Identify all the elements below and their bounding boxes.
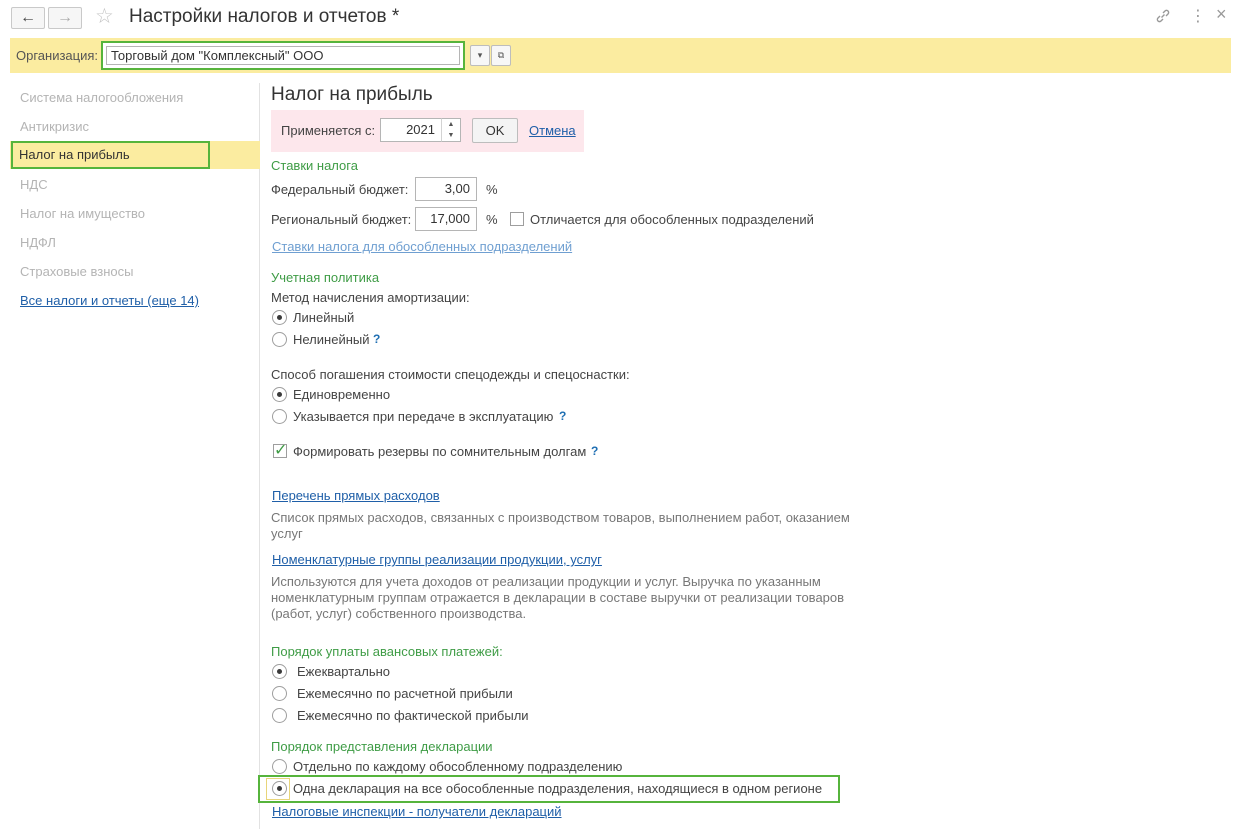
- reserves-checkbox[interactable]: [273, 444, 287, 458]
- sidebar-item-vat[interactable]: НДС: [20, 177, 48, 192]
- sidebar-item-insurance[interactable]: Страховые взносы: [20, 264, 134, 279]
- declaration-single-radio[interactable]: [272, 781, 287, 796]
- sidebar-item-all-taxes[interactable]: Все налоги и отчеты (еще 14): [20, 293, 199, 308]
- sidebar-item-profit-tax[interactable]: [10, 141, 260, 169]
- more-icon[interactable]: ⋮: [1190, 8, 1206, 25]
- organization-open-button[interactable]: [491, 45, 511, 66]
- regional-label: Региональный бюджет:: [271, 212, 412, 227]
- cancel-link[interactable]: Отмена: [529, 123, 576, 138]
- advance-quarterly-radio[interactable]: [272, 664, 287, 679]
- chevron-down-icon: ▾: [477, 50, 483, 60]
- declaration-separate-radio[interactable]: [272, 759, 287, 774]
- year-stepper[interactable]: [441, 118, 461, 142]
- window-title: Настройки налогов и отчетов *: [129, 6, 400, 27]
- open-window-icon: ⧉: [497, 50, 505, 60]
- reserves-label: Формировать резервы по сомнительным долгам: [293, 444, 587, 459]
- workwear-onetime-radio[interactable]: [272, 387, 287, 402]
- workwear-on-transfer-radio[interactable]: [272, 409, 287, 424]
- back-arrow-icon: ←: [20, 9, 36, 26]
- separate-rates-link[interactable]: Ставки налога для обособленных подразделений: [272, 239, 573, 254]
- applies-label: Применяется с:: [281, 123, 376, 138]
- advance-monthly-calc-label: Ежемесячно по расчетной прибыли: [297, 686, 513, 701]
- advance-heading: Порядок уплаты авансовых платежей:: [271, 644, 503, 659]
- help-icon[interactable]: ?: [373, 332, 381, 346]
- back-button[interactable]: [11, 7, 45, 29]
- organization-field-highlight: [101, 41, 465, 70]
- page-title: Налог на прибыль: [271, 84, 433, 105]
- tax-inspections-link[interactable]: Налоговые инспекции - получатели деклараций: [272, 804, 562, 819]
- sidebar-item-anticrisis[interactable]: Антикризис: [20, 119, 89, 134]
- help-icon[interactable]: ?: [591, 444, 599, 458]
- federal-rate-input[interactable]: 3,00: [415, 177, 477, 201]
- year-input[interactable]: 2021: [380, 118, 442, 142]
- percent-sign: %: [486, 212, 498, 227]
- advance-monthly-actual-radio[interactable]: [272, 708, 287, 723]
- direct-costs-description: Список прямых расходов, связанных с производством товаров, выполнением работ, оказанием услуг: [271, 510, 850, 541]
- organization-dropdown-button[interactable]: [470, 45, 490, 66]
- organization-label: Организация:: [16, 48, 99, 63]
- workwear-on-transfer-label: Указывается при передаче в эксплуатацию: [293, 409, 554, 424]
- workwear-label: Способ погашения стоимости спецодежды и спецоснастки:: [271, 367, 630, 382]
- declaration-single-label: Одна декларация на все обособленные подразделения, находящиеся в одном регионе: [293, 781, 823, 796]
- sidebar-item-ndfl[interactable]: НДФЛ: [20, 235, 56, 250]
- forward-arrow-icon: →: [57, 9, 73, 26]
- advance-monthly-calc-radio[interactable]: [272, 686, 287, 701]
- stepper-down-icon[interactable]: ▼: [447, 132, 455, 139]
- direct-costs-link[interactable]: Перечень прямых расходов: [272, 488, 440, 503]
- declaration-heading: Порядок представления декларации: [271, 739, 493, 754]
- federal-label: Федеральный бюджет:: [271, 182, 409, 197]
- favorite-star-icon[interactable]: ☆: [95, 5, 114, 28]
- separate-units-checkbox[interactable]: [510, 212, 524, 226]
- stepper-up-icon[interactable]: ▲: [447, 121, 455, 128]
- help-icon[interactable]: ?: [559, 409, 567, 423]
- close-icon[interactable]: ×: [1216, 4, 1227, 24]
- sidebar: [10, 83, 260, 829]
- percent-sign: %: [486, 182, 498, 197]
- advance-quarterly-label: Ежеквартально: [297, 664, 391, 679]
- organization-bar: [10, 38, 1231, 73]
- depreciation-nonlinear-label: Нелинейный: [293, 332, 370, 347]
- ok-button[interactable]: OK: [472, 118, 518, 143]
- depreciation-nonlinear-radio[interactable]: [272, 332, 287, 347]
- depreciation-label: Метод начисления амортизации:: [271, 290, 470, 305]
- depreciation-linear-label: Линейный: [293, 310, 355, 325]
- depreciation-linear-radio[interactable]: [272, 310, 287, 325]
- rates-heading: Ставки налога: [271, 158, 358, 173]
- sidebar-item-tax-system[interactable]: Система налогообложения: [20, 90, 184, 105]
- sidebar-item-property-tax[interactable]: Налог на имущество: [20, 206, 146, 221]
- regional-rate-input[interactable]: 17,000: [415, 207, 477, 231]
- advance-monthly-actual-label: Ежемесячно по фактической прибыли: [297, 708, 529, 723]
- workwear-onetime-label: Единовременно: [293, 387, 391, 402]
- organization-input[interactable]: Торговый дом "Комплексный" ООО: [106, 46, 460, 65]
- nomenclature-description: Используются для учета доходов от реализации продукции и услуг. Выручка по указанным номенклатурным группам отражается в декларации в составе выручки от реализации товаров (работ, услуг) собственного производства.: [271, 574, 845, 621]
- policy-heading: Учетная политика: [271, 270, 380, 285]
- link-icon[interactable]: [1155, 8, 1171, 27]
- forward-button[interactable]: [48, 7, 82, 29]
- declaration-separate-label: Отдельно по каждому обособленному подразделению: [293, 759, 623, 774]
- sidebar-item-label: Налог на прибыль: [19, 147, 130, 162]
- separate-units-label: Отличается для обособленных подразделений: [530, 212, 814, 227]
- nomenclature-groups-link[interactable]: Номенклатурные группы реализации продукции, услуг: [272, 552, 602, 567]
